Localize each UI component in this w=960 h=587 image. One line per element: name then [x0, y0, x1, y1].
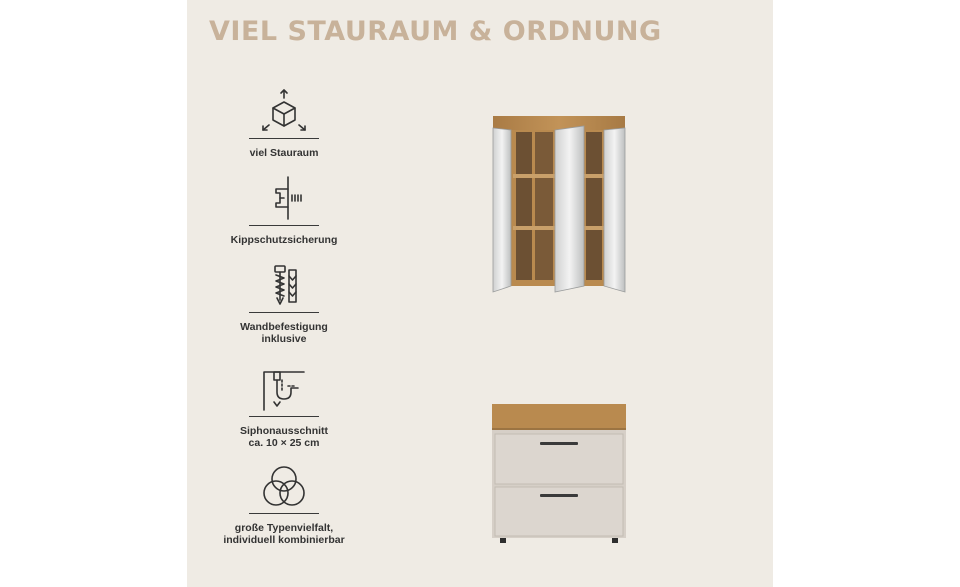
feature-siphon-cutout [221, 366, 347, 449]
feature-wall-mounting [221, 262, 347, 345]
screw-and-dowel-icon [260, 262, 308, 310]
feature-divider [249, 225, 319, 226]
feature-type-variety [221, 463, 347, 546]
feature-storage [221, 88, 347, 159]
feature-label: Kippschutzsicherung [230, 234, 338, 246]
feature-label: Siphonausschnitt ca. 10 × 25 cm [239, 425, 329, 449]
feature-divider [249, 513, 319, 514]
mirror-cabinet-image [491, 114, 627, 294]
feature-panel [187, 0, 773, 587]
siphon-pipe-icon [260, 366, 308, 414]
feature-label: große Typenvielfalt, individuell kombinierbar [223, 522, 345, 546]
feature-tip-protection [221, 175, 347, 246]
feature-label: viel Stauraum [249, 147, 319, 159]
feature-divider [249, 416, 319, 417]
overlapping-circles-icon [260, 463, 308, 511]
headline: VIEL STAURAUM & ORDNUNG [209, 16, 662, 47]
feature-divider [249, 312, 319, 313]
feature-divider [249, 138, 319, 139]
wall-anchor-icon [260, 175, 308, 223]
feature-label: Wandbefestigung inklusive [240, 321, 328, 345]
vanity-unit-image [490, 404, 630, 544]
box-dimensions-icon [260, 88, 308, 136]
